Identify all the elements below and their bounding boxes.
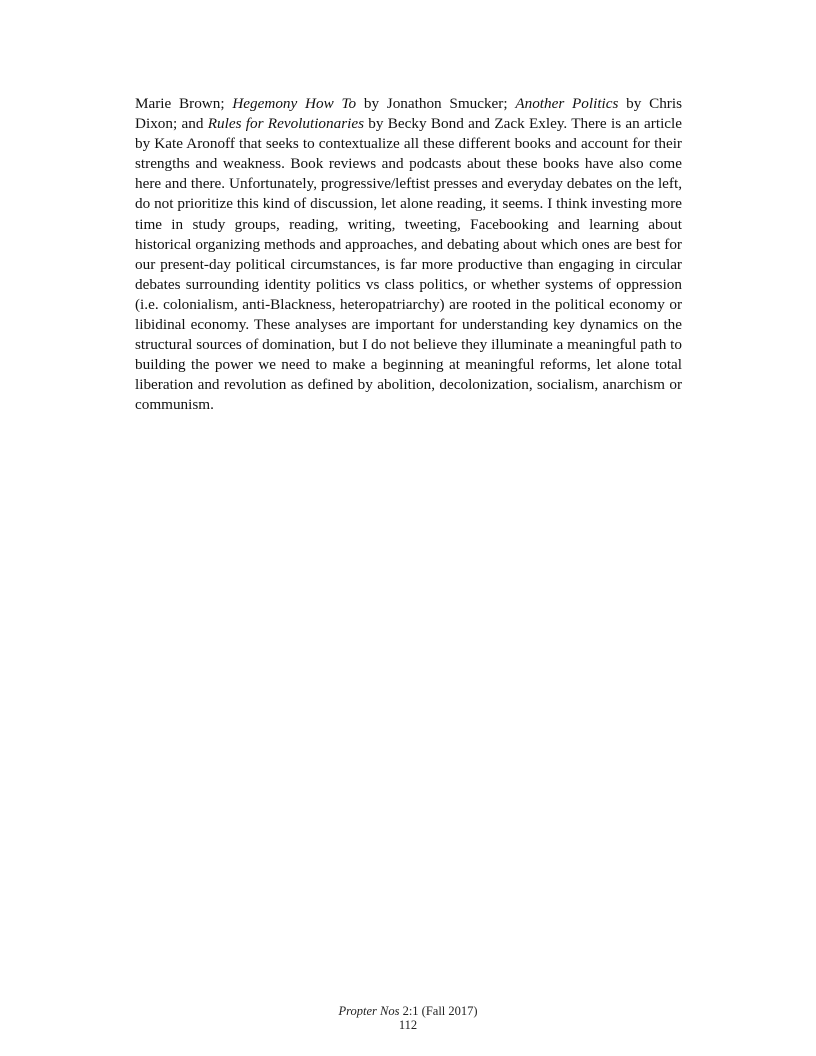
book-title-another-politics: Another Politics <box>515 95 619 112</box>
body-text-segment: by Chris Dixon; and <box>135 95 682 133</box>
journal-name: Propter Nos <box>338 1004 400 1018</box>
book-title-rules-for-revolutionaries: Rules for Revolutionaries <box>207 115 364 133</box>
footer-journal-citation <box>0 1004 816 1018</box>
page-number: 112 <box>398 1018 418 1032</box>
body-text-segment: Marie Brown; <box>135 95 233 112</box>
book-title-hegemony-how-to: Hegemony How To <box>232 95 357 112</box>
body-paragraph <box>135 94 682 416</box>
body-text-segment: by Jonathon Smucker; <box>356 95 516 112</box>
body-text-segment: by Becky Bond and Zack Exley. There is an article by Kate Aronoff that seeks to contextualize all these different books and account for their strengths and weakness. Book reviews and podcasts about these books have also come here and there. Unfortunately, progressive/leftist presses and everyday debates on the left, do not prioritize this kind of discussion, let alone reading, it seems. I think investing more time in study groups, reading, writing, tweeting, Facebooking and learning about historical organizing methods and approaches, and debating about which ones are best for our present-day political circumstances, is far more productive than engaging in circular debates surrounding identity politics vs class politics, or whether systems of oppression (i.e. colonialism, anti-Blackness, heteropatriarchy) are rooted in the political economy or libidinal economy. These analyses are important for understanding key dynamics on the structural sources of domination, but I do not believe they illuminate a meaningful path to building the power we need to make a beginning at meaningful reforms, let alone total liberation and revolution as defined by abolition, decolonization, socialism, anarchism or communism. <box>135 115 682 414</box>
journal-issue: 2:1 (Fall 2017) <box>399 1004 478 1018</box>
